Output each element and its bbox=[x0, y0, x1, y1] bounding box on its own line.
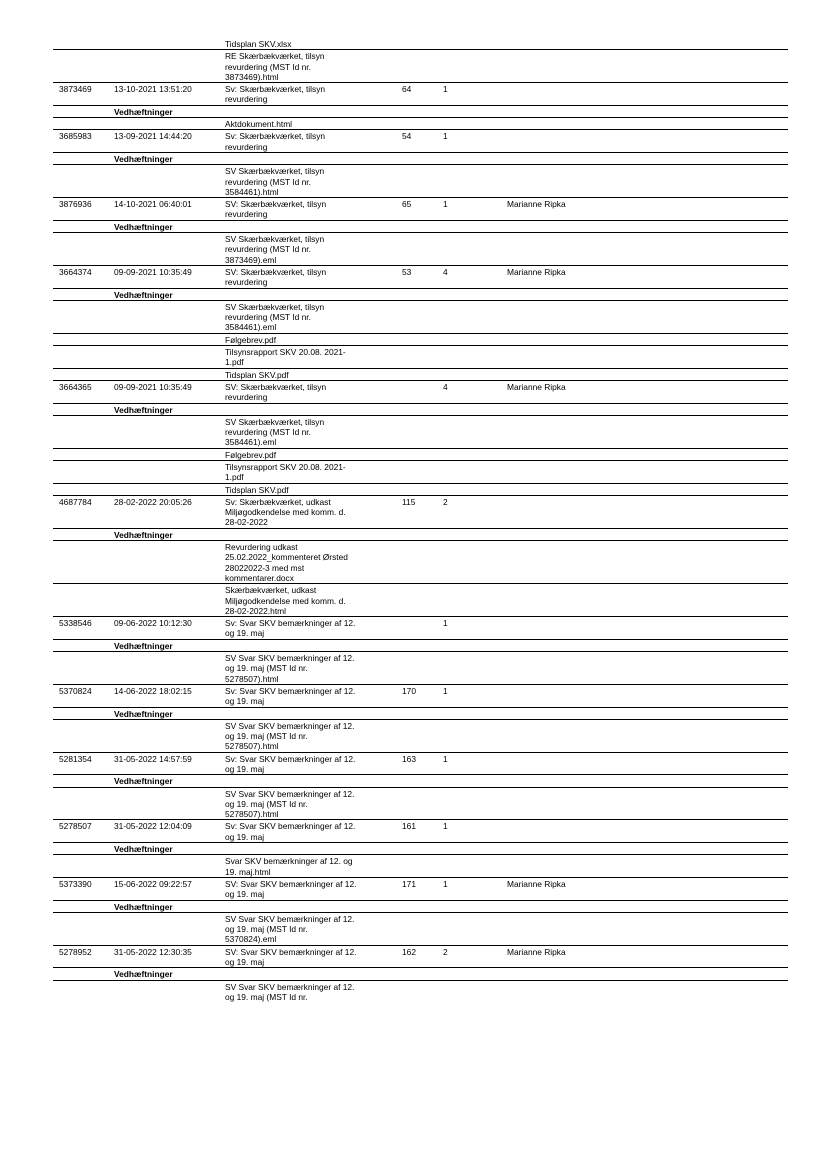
record-count: 1 bbox=[443, 199, 448, 210]
record-number: 170 bbox=[402, 685, 416, 696]
record-row bbox=[53, 496, 788, 529]
record-row bbox=[53, 617, 788, 640]
record-row bbox=[53, 685, 788, 708]
record-date: 13-10-2021 13:51:20 bbox=[114, 84, 192, 95]
record-id: 5338546 bbox=[59, 618, 92, 629]
attachment-row bbox=[53, 118, 788, 130]
attachments-label: Vedhæftninger bbox=[114, 221, 173, 232]
attachments-label: Vedhæftninger bbox=[114, 106, 173, 117]
record-person: Marianne Ripka bbox=[507, 266, 566, 277]
attachments-label: Vedhæftninger bbox=[114, 153, 173, 164]
attachment-name: Tilsynsrapport SKV 20.08. 2021- 1.pdf bbox=[225, 347, 346, 368]
record-id: 5373390 bbox=[59, 878, 92, 889]
attachment-name: Svar SKV bemærkninger af 12. og 19. maj.html bbox=[225, 856, 353, 877]
record-title: Sv: Skærbækværket, udkast Miljøgodkendelse med komm. d. 28-02-2022 bbox=[225, 496, 346, 528]
record-person: Marianne Ripka bbox=[507, 946, 566, 957]
attachment-name: SV Skærbækværket, tilsyn revurdering (MST Id nr. 3584461).html bbox=[225, 166, 325, 197]
record-row bbox=[53, 820, 788, 843]
record-number: 65 bbox=[402, 199, 412, 210]
record-title: SV: Skærbækværket, tilsyn revurdering bbox=[225, 266, 327, 288]
record-title: Sv: Svar SKV bemærkninger af 12. og 19. maj bbox=[225, 821, 356, 842]
record-count: 1 bbox=[443, 878, 448, 889]
record-count: 2 bbox=[443, 946, 448, 957]
attachments-header-row bbox=[53, 775, 788, 787]
record-date: 14-10-2021 06:40:01 bbox=[114, 199, 192, 210]
attachment-name: RE Skærbækværket, tilsyn revurdering (MST Id nr. 3873469).html bbox=[225, 51, 325, 82]
record-row bbox=[53, 130, 788, 153]
record-row bbox=[53, 83, 788, 106]
record-count: 1 bbox=[443, 821, 448, 832]
attachments-label: Vedhæftninger bbox=[114, 404, 173, 415]
attachments-header-row bbox=[53, 106, 788, 118]
record-date: 09-09-2021 10:35:49 bbox=[114, 266, 192, 277]
record-count: 1 bbox=[443, 618, 448, 629]
record-count: 1 bbox=[443, 685, 448, 696]
attachment-name: Følgebrev.pdf bbox=[225, 334, 277, 345]
record-count: 1 bbox=[443, 753, 448, 764]
record-id: 3664374 bbox=[59, 266, 92, 277]
attachment-row bbox=[53, 788, 788, 821]
record-title: Sv: Skærbækværket, tilsyn revurdering bbox=[225, 131, 326, 152]
attachments-header-row bbox=[53, 843, 788, 855]
attachment-name: SV Svar SKV bemærkninger af 12. og 19. maj (MST Id nr. 5370824).eml bbox=[225, 913, 355, 945]
record-date: 31-05-2022 12:30:35 bbox=[114, 946, 192, 957]
record-title: Sv: Skærbækværket, tilsyn revurdering bbox=[225, 84, 326, 105]
record-title: SV: Skærbækværket, tilsyn revurdering bbox=[225, 381, 327, 403]
attachment-name: Følgebrev.pdf bbox=[225, 449, 277, 460]
record-row bbox=[53, 266, 788, 289]
attachment-name: SV Skærbækværket, tilsyn revurdering (MST Id nr. 3584461).eml bbox=[225, 301, 325, 333]
record-title: SV: Skærbækværket, tilsyn revurdering bbox=[225, 199, 327, 220]
attachment-name: Revurdering udkast 25.02.2022_kommenteret Ørsted 28022022-3 med mst kommentarer.docx bbox=[225, 542, 348, 583]
record-date: 31-05-2022 12:04:09 bbox=[114, 821, 192, 832]
record-id: 5370824 bbox=[59, 685, 92, 696]
attachments-label: Vedhæftninger bbox=[114, 969, 173, 980]
attachment-row bbox=[53, 541, 788, 584]
attachment-row bbox=[53, 334, 788, 346]
record-number: 64 bbox=[402, 84, 412, 95]
attachment-row bbox=[53, 720, 788, 753]
record-row bbox=[53, 198, 788, 221]
record-person: Marianne Ripka bbox=[507, 199, 566, 210]
record-id: 5278507 bbox=[59, 821, 92, 832]
attachments-label: Vedhæftninger bbox=[114, 640, 173, 651]
record-number: 163 bbox=[402, 753, 416, 764]
attachment-row bbox=[53, 369, 788, 381]
record-id: 3685983 bbox=[59, 131, 92, 142]
attachments-label: Vedhæftninger bbox=[114, 529, 173, 540]
record-title: Sv: Svar SKV bemærkninger af 12. og 19. maj bbox=[225, 618, 356, 639]
attachment-name: SV Skærbækværket, tilsyn revurdering (MST Id nr. 3873469).eml bbox=[225, 234, 325, 265]
record-number: 171 bbox=[402, 878, 416, 889]
attachments-label: Vedhæftninger bbox=[114, 844, 173, 855]
attachment-row bbox=[53, 652, 788, 685]
attachment-name: Skærbækværket, udkast Miljøgodkendelse med komm. d. 28-02-2022.html bbox=[225, 585, 346, 616]
record-person: Marianne Ripka bbox=[507, 878, 566, 889]
record-id: 3873469 bbox=[59, 84, 92, 95]
attachment-name: SV Svar SKV bemærkninger af 12. og 19. maj (MST Id nr. 5278507).html bbox=[225, 788, 355, 820]
record-date: 13-09-2021 14:44:20 bbox=[114, 131, 192, 142]
attachment-row bbox=[53, 484, 788, 496]
record-id: 3876936 bbox=[59, 199, 92, 210]
attachment-row bbox=[53, 346, 788, 369]
attachment-row bbox=[53, 449, 788, 461]
record-id: 4687784 bbox=[59, 496, 92, 507]
record-number: 161 bbox=[402, 821, 416, 832]
record-date: 14-06-2022 18:02:15 bbox=[114, 685, 192, 696]
attachments-header-row bbox=[53, 404, 788, 416]
record-number: 115 bbox=[402, 496, 416, 507]
attachment-row bbox=[53, 855, 788, 878]
attachment-row bbox=[53, 233, 788, 266]
attachment-name: SV Svar SKV bemærkninger af 12. og 19. maj (MST Id nr. 5278507).html bbox=[225, 653, 355, 684]
record-count: 4 bbox=[443, 266, 448, 277]
attachment-name: Tilsynsrapport SKV 20.08. 2021- 1.pdf bbox=[225, 461, 346, 483]
attachment-name: Aktdokument.html bbox=[225, 119, 293, 130]
record-row bbox=[53, 753, 788, 776]
attachments-header-row bbox=[53, 968, 788, 980]
record-date: 31-05-2022 14:57:59 bbox=[114, 753, 192, 764]
record-date: 15-06-2022 09:22:57 bbox=[114, 878, 192, 889]
attachments-header-row bbox=[53, 901, 788, 913]
record-count: 2 bbox=[443, 496, 448, 507]
attachment-name: Tidsplan SKV.pdf bbox=[225, 484, 289, 495]
attachments-header-row bbox=[53, 708, 788, 720]
record-title: Sv: Svar SKV bemærkninger af 12. og 19. maj bbox=[225, 685, 356, 707]
attachment-row bbox=[53, 165, 788, 198]
record-id: 5278952 bbox=[59, 946, 92, 957]
record-number: 53 bbox=[402, 266, 412, 277]
record-person: Marianne Ripka bbox=[507, 381, 566, 392]
record-row bbox=[53, 946, 788, 969]
record-id: 3664365 bbox=[59, 381, 92, 392]
attachment-row bbox=[53, 301, 788, 334]
attachment-name: Tidsplan SKV.xlsx bbox=[225, 39, 292, 49]
attachment-row bbox=[53, 913, 788, 946]
record-date: 28-02-2022 20:05:26 bbox=[114, 496, 192, 507]
record-title: SV: Svar SKV bemærkninger af 12. og 19. maj bbox=[225, 946, 357, 968]
record-id: 5281354 bbox=[59, 753, 92, 764]
attachment-row bbox=[53, 416, 788, 449]
record-title: Sv: Svar SKV bemærkninger af 12. og 19. maj bbox=[225, 753, 356, 774]
record-date: 09-09-2021 10:35:49 bbox=[114, 381, 192, 392]
attachment-row bbox=[53, 461, 788, 484]
attachments-label: Vedhæftninger bbox=[114, 901, 173, 912]
record-number: 54 bbox=[402, 131, 412, 142]
record-date: 09-06-2022 10:12:30 bbox=[114, 618, 192, 629]
attachments-header-row bbox=[53, 153, 788, 165]
attachment-name: Tidsplan SKV.pdf bbox=[225, 369, 289, 380]
attachments-header-row bbox=[53, 640, 788, 652]
attachments-label: Vedhæftninger bbox=[114, 708, 173, 719]
attachment-name: SV Svar SKV bemærkninger af 12. og 19. maj (MST Id nr. 5278507).html bbox=[225, 720, 355, 752]
attachment-row bbox=[53, 50, 788, 83]
attachments-header-row bbox=[53, 221, 788, 233]
attachments-label: Vedhæftninger bbox=[114, 776, 173, 787]
record-row bbox=[53, 381, 788, 404]
record-count: 1 bbox=[443, 131, 448, 142]
record-title: SV: Svar SKV bemærkninger af 12. og 19. maj bbox=[225, 878, 357, 900]
attachment-row bbox=[53, 584, 788, 617]
attachment-name: SV Svar SKV bemærkninger af 12. og 19. maj (MST Id nr. bbox=[225, 981, 355, 1002]
attachment-row bbox=[53, 38, 788, 50]
attachments-label: Vedhæftninger bbox=[114, 289, 173, 300]
attachments-header-row bbox=[53, 289, 788, 301]
attachment-row bbox=[53, 981, 788, 1004]
record-number: 162 bbox=[402, 946, 416, 957]
attachment-name: SV Skærbækværket, tilsyn revurdering (MST Id nr. 3584461).eml bbox=[225, 416, 325, 448]
record-count: 1 bbox=[443, 84, 448, 95]
document-table bbox=[53, 38, 788, 1003]
record-count: 4 bbox=[443, 381, 448, 392]
attachments-header-row bbox=[53, 529, 788, 541]
record-row bbox=[53, 878, 788, 901]
